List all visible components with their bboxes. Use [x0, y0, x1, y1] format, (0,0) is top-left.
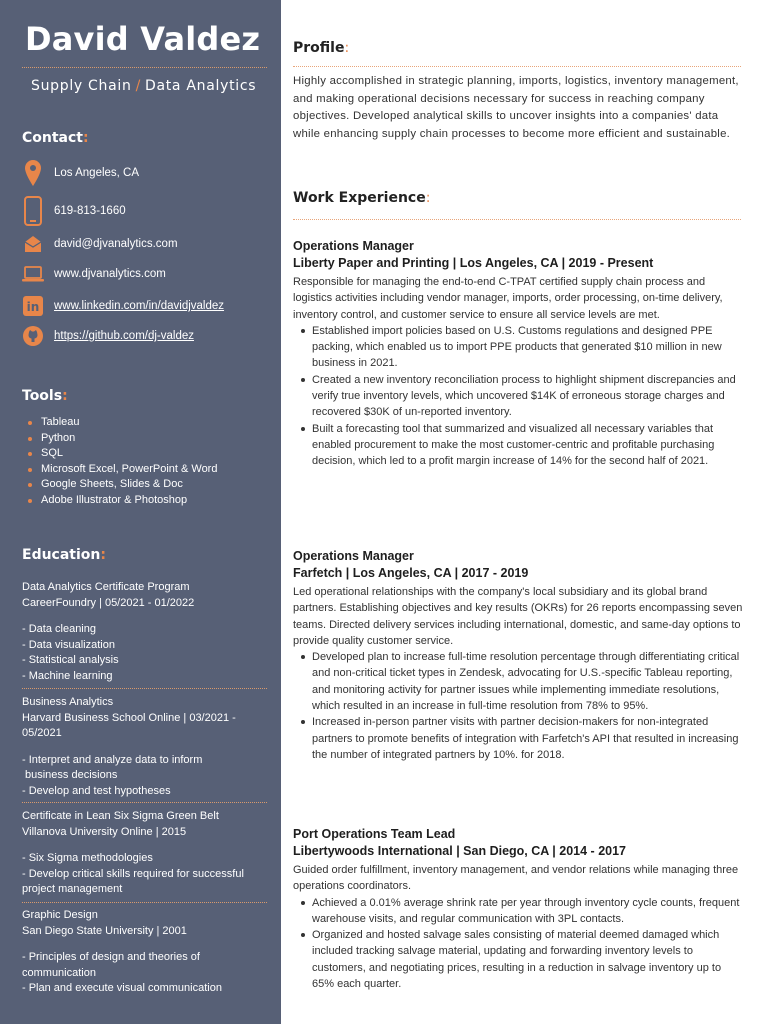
education-school: CareerFoundry | 05/2021 - 01/2022 — [22, 596, 195, 609]
job-description: Responsible for managing the end-to-end C-TPAT certified supply chain process and logistics activities including vendor manager, imports, order processing, on-time delivery, inventory control, and customer service to ensure all service levels are met. — [293, 276, 723, 321]
contact-github — [22, 326, 194, 346]
contact-heading — [22, 130, 89, 146]
education-point: - Machine learning — [22, 669, 113, 682]
list-item: Tableau — [28, 415, 217, 431]
job-entry — [293, 826, 743, 992]
education-point: - Develop and test hypotheses — [22, 784, 171, 797]
education-heading-colon: : — [100, 547, 106, 563]
github-link[interactable]: https://github.com/dj-valdez — [54, 330, 194, 342]
subtitle-right: Data Analytics — [144, 78, 257, 94]
contact-location — [22, 160, 139, 186]
education-point: - Principles of design and theories of — [22, 951, 200, 963]
phone-text[interactable]: 619-813-1660 — [54, 205, 126, 217]
tools-list — [28, 415, 217, 508]
candidate-subtitle — [31, 78, 256, 94]
education-school: 05/2021 — [22, 727, 62, 739]
list-item: SQL — [28, 446, 217, 462]
tools-heading — [22, 388, 68, 404]
job-title: Operations Manager — [293, 549, 414, 563]
list-item: Google Sheets, Slides & Doc — [28, 477, 217, 493]
list-item: Developed plan to increase full-time resolution percentage through differentiating critical and non-critical ticket types in Zendesk, advocating for U.S.-specific Tableau reporting, and monitoring activity for partner issues while implementing immediate resolutions, which resulted in an increase in full-time resolution from 78% to 95%. — [293, 649, 743, 714]
education-point: - Develop critical skills required for successful — [22, 867, 244, 880]
email-text[interactable]: david@djvanalytics.com — [54, 238, 178, 250]
job-entry — [293, 548, 743, 763]
profile-divider — [293, 66, 741, 67]
work-divider — [293, 219, 741, 220]
education-point: communication — [22, 966, 96, 979]
job-company: Libertywoods International | San Diego, CA | 2014 - 2017 — [293, 844, 627, 858]
job-description: Guided order fulfillment, inventory management, and vendor relations while managing three operations coordinators. — [293, 864, 739, 893]
education-school: Villanova University Online | 2015 — [22, 825, 187, 838]
contact-phone — [22, 196, 126, 226]
education-program: Graphic Design — [22, 909, 98, 921]
tools-heading-colon: : — [62, 388, 68, 404]
education-program: Data Analytics Certificate Program — [22, 581, 190, 593]
job-bullets — [293, 895, 743, 993]
laptop-icon — [22, 266, 44, 282]
linkedin-icon — [22, 296, 44, 316]
education-divider — [22, 802, 267, 803]
phone-icon — [22, 196, 44, 226]
contact-heading-text: Contact — [22, 130, 83, 146]
location-pin-icon — [22, 160, 44, 186]
tools-heading-text: Tools — [22, 388, 63, 404]
education-divider — [22, 902, 267, 903]
contact-website — [22, 266, 166, 282]
education-point: - Plan and execute visual communication — [22, 982, 222, 994]
education-point: project management — [22, 883, 123, 895]
work-heading-colon: : — [425, 190, 431, 206]
education-entry — [22, 908, 267, 997]
education-point: - Data visualization — [22, 638, 115, 651]
location-text: Los Angeles, CA — [54, 167, 140, 179]
list-item: Microsoft Excel, PowerPoint & Word — [28, 462, 217, 478]
education-divider — [22, 688, 267, 689]
job-entry — [293, 238, 743, 470]
education-point: - Interpret and analyze data to inform — [22, 753, 203, 766]
list-item: Python — [28, 431, 217, 447]
job-bullets — [293, 649, 743, 763]
education-point: business decisions — [25, 769, 118, 781]
job-title: Operations Manager — [293, 239, 414, 253]
education-school: Harvard Business School Online | 03/2021 - — [22, 711, 236, 724]
work-heading — [293, 190, 430, 206]
education-entry — [22, 695, 267, 799]
profile-heading-colon: : — [344, 40, 350, 56]
website-text[interactable]: www.djvanalytics.com — [54, 268, 166, 280]
contact-linkedin — [22, 296, 224, 316]
list-item: Achieved a 0.01% average shrink rate per year through inventory cycle counts, frequent warehouse visits, and regular communication with 3PL contacts. — [293, 895, 743, 928]
job-description: Led operational relationships with the company's local subsidiary and its global brand partners. Establishing objectives and key results (OKRs) for 26 reports encompassing seven teams. Directed delivery services including international, domestic, and same-day options to provide quality customer service. — [293, 586, 743, 647]
education-point: - Six Sigma methodologies — [22, 852, 153, 864]
profile-summary: Highly accomplished in strategic planning, imports, logistics, inventory management, and making operational decisions necessary for success in reaching company objectives. Developed analytical skills to uncover insights into a companies' data while enhancing supply chain processes to become more efficient and sustainable. — [293, 75, 739, 140]
profile-heading — [293, 40, 349, 56]
list-item: Built a forecasting tool that summarized and visualized all necessary variables that enabled procurement to make the most customer-centric and profitable purchasing decision, which led to a profit margin increase of 14% for the second half of 2021. — [293, 421, 743, 470]
job-title: Port Operations Team Lead — [293, 827, 456, 841]
education-entry — [22, 580, 267, 684]
list-item: Established import policies based on U.S. Customs regulations and designed PPE packing, which enabled us to import PPE products that generated $10 million in new business in 2021. — [293, 323, 743, 372]
github-icon — [22, 326, 44, 346]
name-divider — [22, 67, 267, 68]
profile-heading-text: Profile — [293, 40, 345, 56]
candidate-name: David Valdez — [25, 20, 261, 58]
job-company: Farfetch | Los Angeles, CA | 2017 - 2019 — [293, 566, 529, 580]
linkedin-link[interactable]: www.linkedin.com/in/davidjvaldez — [54, 300, 225, 312]
education-point: - Data cleaning — [22, 623, 96, 635]
list-item: Created a new inventory reconciliation process to highlight shipment discrepancies and verify true inventory levels, which uncovered $14K of erroneous storage charges and recovered $30K of un-reported inventory. — [293, 372, 743, 421]
sidebar — [0, 0, 281, 1024]
svg-text:in: in — [26, 300, 40, 314]
list-item: Adobe Illustrator & Photoshop — [28, 493, 217, 509]
education-heading — [22, 547, 106, 563]
education-program: Business Analytics — [22, 696, 114, 708]
envelope-icon — [22, 235, 44, 253]
list-item: Organized and hosted salvage sales consisting of material deemed damaged which included tracking salvage material, updating and forwarding inventory levels to customers, and negotiating prices, resulting in a reduction in salvage inventory up to 65% each quarter. — [293, 927, 743, 992]
list-item: Increased in-person partner visits with partner decision-makers for non-integrated partners to promote benefits of integration with Farfetch's API that resulted in increasing the number of integrated partners by 10%. for 2018. — [293, 714, 743, 763]
subtitle-left: Supply Chain — [31, 78, 132, 94]
education-program: Certificate in Lean Six Sigma Green Belt — [22, 810, 219, 822]
education-point: - Statistical analysis — [22, 654, 119, 666]
contact-email — [22, 235, 178, 253]
education-heading-text: Education — [22, 547, 101, 563]
work-heading-text: Work Experience — [293, 190, 426, 206]
education-school: San Diego State University | 2001 — [22, 924, 187, 937]
subtitle-separator: / — [135, 78, 141, 94]
contact-heading-colon: : — [83, 130, 89, 146]
job-bullets — [293, 323, 743, 470]
education-entry — [22, 809, 267, 898]
job-company: Liberty Paper and Printing | Los Angeles, CA | 2019 - Present — [293, 256, 654, 270]
